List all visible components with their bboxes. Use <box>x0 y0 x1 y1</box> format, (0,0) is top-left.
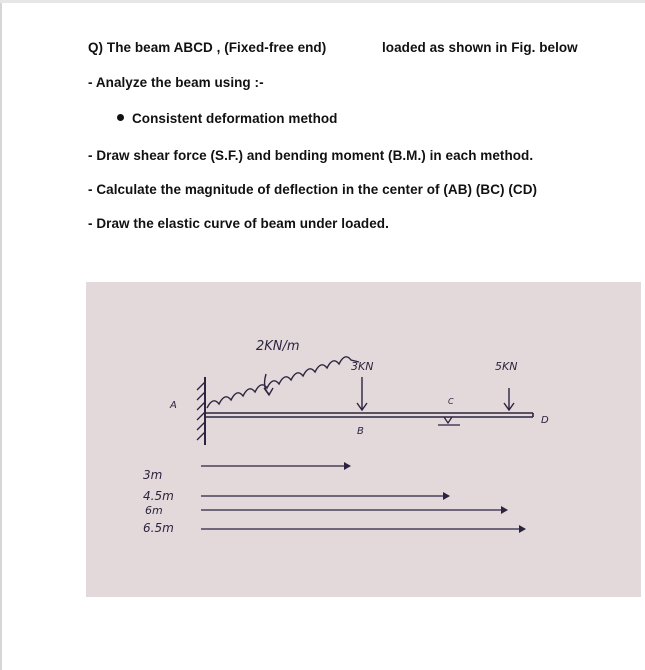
dimension-label-6-5m: 6.5m <box>143 521 174 535</box>
load-b-label: 3KN <box>351 360 374 373</box>
load-d-label: 5KN <box>495 360 518 373</box>
method-item: Consistent deformation method <box>132 111 338 126</box>
task-shear-bending: - Draw shear force (S.F.) and bending moment (B.M.) in each method. <box>88 148 534 163</box>
fixed-support-hatching <box>197 382 205 440</box>
support-c-symbol <box>444 417 452 423</box>
udl-label: 2KN/m <box>256 339 300 354</box>
label-b: B <box>357 426 364 437</box>
task-elastic-curve: - Draw the elastic curve of beam under loaded. <box>88 216 389 231</box>
dimension-arrowhead-6-5m-icon <box>519 525 526 533</box>
beam-figure-photo <box>86 282 641 597</box>
task-deflection: - Calculate the magnitude of deflection in the center of (AB) (BC) (CD) <box>88 182 538 197</box>
label-a: A <box>170 400 177 411</box>
question-title-end: loaded as shown in Fig. below <box>382 40 578 55</box>
dimension-label-3m: 3m <box>143 468 163 482</box>
dimension-arrowhead-3m-icon <box>344 462 351 470</box>
distributed-load-curve <box>207 357 359 408</box>
bullet-icon <box>117 114 124 121</box>
label-c: C <box>448 397 454 406</box>
beam-diagram <box>86 282 641 597</box>
page-top-border <box>0 0 645 3</box>
analyze-instruction: - Analyze the beam using :- <box>88 75 264 90</box>
udl-arrowhead-icon <box>264 388 273 395</box>
label-d: D <box>541 415 549 426</box>
question-title-start: Q) The beam ABCD , (Fixed-free end) <box>88 40 327 55</box>
dimension-arrowhead-6m-icon <box>501 506 508 514</box>
dimension-label-6m: 6m <box>145 504 163 517</box>
dimension-label-4-5m: 4.5m <box>143 489 174 503</box>
page-left-border <box>0 0 2 670</box>
dimension-arrowhead-4-5m-icon <box>443 492 450 500</box>
